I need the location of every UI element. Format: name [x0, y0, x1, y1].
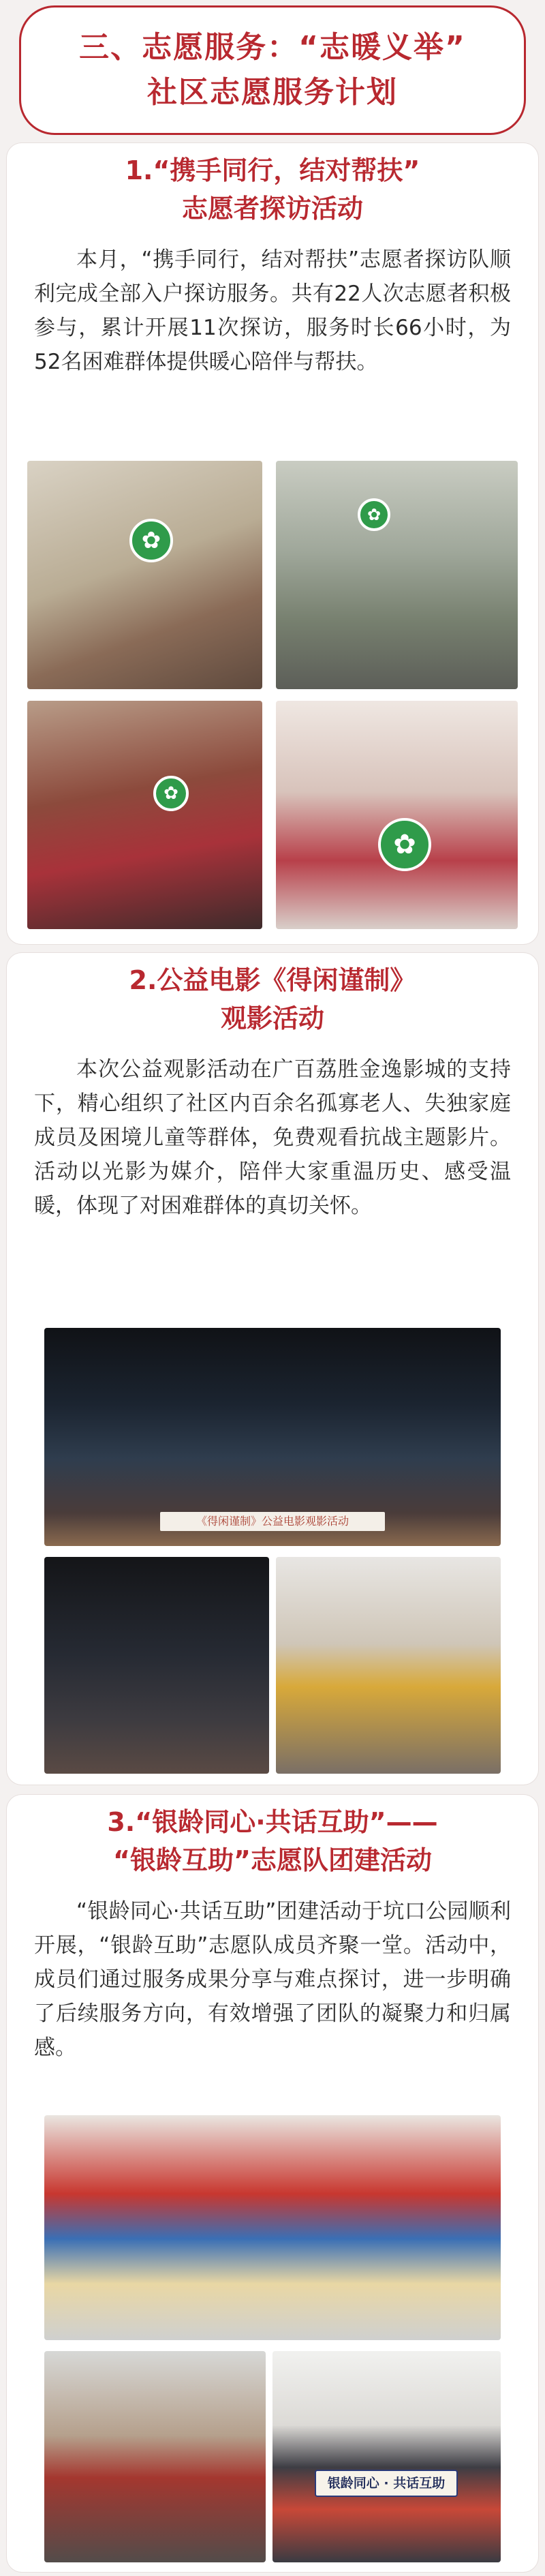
section-2-title-line1: 2.公益电影《得闲谨制》	[129, 965, 416, 995]
photo-home-visit-3	[27, 701, 262, 929]
header-title-line2: 社区志愿服务计划	[147, 75, 398, 110]
photo-cinema-lobby	[276, 1557, 501, 1774]
flower-emblem-icon: ✿	[129, 519, 173, 562]
photo-team-group	[44, 2115, 501, 2340]
photo-home-visit-4	[276, 701, 518, 929]
section-1-title-line2: 志愿者探访活动	[181, 194, 363, 224]
team-banner: 银龄同心 · 共话互助	[315, 2470, 458, 2497]
section-movie-screening	[7, 953, 538, 1785]
section-2-paragraph: 本次公益观影活动在广百荔胜金逸影城的支持下，精心组织了社区内百余名孤寡老人、失独家庭成员及困境儿童等群体，免费观看抗战主题影片。活动以光影为媒介，陪伴大家重温历史、感受温暖，体现了对困难群体的真切关怀。	[34, 1057, 511, 1218]
photo-team-banner	[272, 2351, 501, 2562]
flower-emblem-icon: ✿	[378, 818, 431, 871]
photo-cinema-group	[44, 1328, 501, 1546]
section-1-title-line1: 1.“携手同行，结对帮扶”	[125, 155, 420, 185]
section-3-paragraph: “银龄同心·共话互助”团建活动于坑口公园顺利开展，“银龄互助”志愿队成员齐聚一堂。活动中，成员们通过服务成果分享与难点探讨，进一步明确了后续服务方向，有效增强了团队的凝聚力和归属感。	[34, 1899, 511, 2060]
section-team-building	[7, 1795, 538, 2572]
section-3-title-line2: “银龄互助”志愿队团建活动	[113, 1845, 432, 1875]
section-volunteer-visits	[7, 143, 538, 944]
header-title-line1: 三、志愿服务：“志暖义举”	[79, 30, 466, 65]
photo-team-dinner	[44, 2351, 266, 2562]
section-2-title-line2: 观影活动	[220, 1003, 324, 1033]
flower-emblem-icon: ✿	[358, 498, 390, 531]
section-1-paragraph: 本月，“携手同行，结对帮扶”志愿者探访队顺利完成全部入户探访服务。共有22人次志愿者积极参与，累计开展11次探访，服务时长66小时，为52名困难群体提供暖心陪伴与帮扶。	[34, 247, 511, 374]
section-3-title-line1: 3.“银龄同心·共话互助”——	[107, 1807, 438, 1837]
event-banner: 《得闲谨制》公益电影观影活动	[160, 1512, 385, 1531]
flower-emblem-icon: ✿	[153, 776, 189, 811]
photo-home-visit-1	[27, 461, 262, 689]
page-header	[19, 5, 526, 135]
photo-home-visit-2	[276, 461, 518, 689]
photo-cinema-audience	[44, 1557, 269, 1774]
